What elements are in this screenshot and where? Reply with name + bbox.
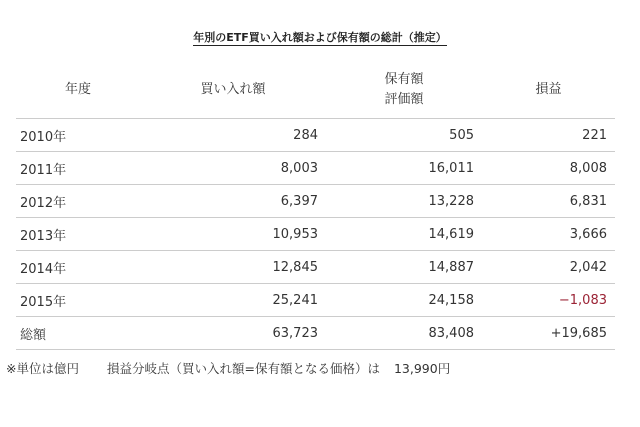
table-header bbox=[16, 62, 615, 119]
table-body bbox=[16, 119, 615, 350]
row-year: 2010年 bbox=[16, 119, 140, 152]
row-holding: 24,158 bbox=[326, 284, 482, 317]
row-profit: 6,831 bbox=[482, 185, 615, 218]
table-row bbox=[16, 185, 615, 218]
total-purchase: 63,723 bbox=[140, 317, 326, 350]
row-holding: 16,011 bbox=[326, 152, 482, 185]
row-year: 2014年 bbox=[16, 251, 140, 284]
header-holding bbox=[326, 62, 482, 119]
breakeven-label: 損益分岐点（買い入れ額=保有額となる価格）は bbox=[106, 361, 380, 376]
row-profit-negative: −1,083 bbox=[482, 284, 615, 317]
row-purchase: 10,953 bbox=[140, 218, 326, 251]
header-holding-line1: 保有額 bbox=[384, 72, 424, 87]
table-row bbox=[16, 152, 615, 185]
total-row bbox=[16, 317, 615, 350]
row-year: 2013年 bbox=[16, 218, 140, 251]
row-holding: 14,619 bbox=[326, 218, 482, 251]
table-title-text: 年別のETF買い入れ額および保有額の総計（推定） bbox=[193, 31, 447, 44]
unit-note: ※単位は億円 bbox=[6, 361, 79, 376]
header-year: 年度 bbox=[16, 62, 140, 119]
footnote bbox=[6, 359, 450, 377]
breakeven-value: 13,990円 bbox=[393, 361, 451, 376]
total-profit: +19,685 bbox=[482, 317, 615, 350]
row-purchase: 6,397 bbox=[140, 185, 326, 218]
row-year: 2015年 bbox=[16, 284, 140, 317]
row-purchase: 12,845 bbox=[140, 251, 326, 284]
table-row bbox=[16, 119, 615, 152]
table-row bbox=[16, 251, 615, 284]
table-row bbox=[16, 284, 615, 317]
row-profit: 8,008 bbox=[482, 152, 615, 185]
header-profit: 損益 bbox=[482, 62, 615, 119]
header-purchase: 買い入れ額 bbox=[140, 62, 326, 119]
row-profit: 2,042 bbox=[482, 251, 615, 284]
row-holding: 14,887 bbox=[326, 251, 482, 284]
row-purchase: 8,003 bbox=[140, 152, 326, 185]
etf-summary-table bbox=[16, 62, 615, 350]
row-purchase: 284 bbox=[140, 119, 326, 152]
header-row bbox=[16, 62, 615, 119]
row-year: 2012年 bbox=[16, 185, 140, 218]
header-holding-line2: 評価額 bbox=[384, 92, 424, 107]
table-title bbox=[0, 29, 640, 45]
row-purchase: 25,241 bbox=[140, 284, 326, 317]
row-year: 2011年 bbox=[16, 152, 140, 185]
row-profit: 3,666 bbox=[482, 218, 615, 251]
table-row bbox=[16, 218, 615, 251]
row-holding: 505 bbox=[326, 119, 482, 152]
row-profit: 221 bbox=[482, 119, 615, 152]
total-label: 総額 bbox=[16, 317, 140, 350]
row-holding: 13,228 bbox=[326, 185, 482, 218]
total-holding: 83,408 bbox=[326, 317, 482, 350]
